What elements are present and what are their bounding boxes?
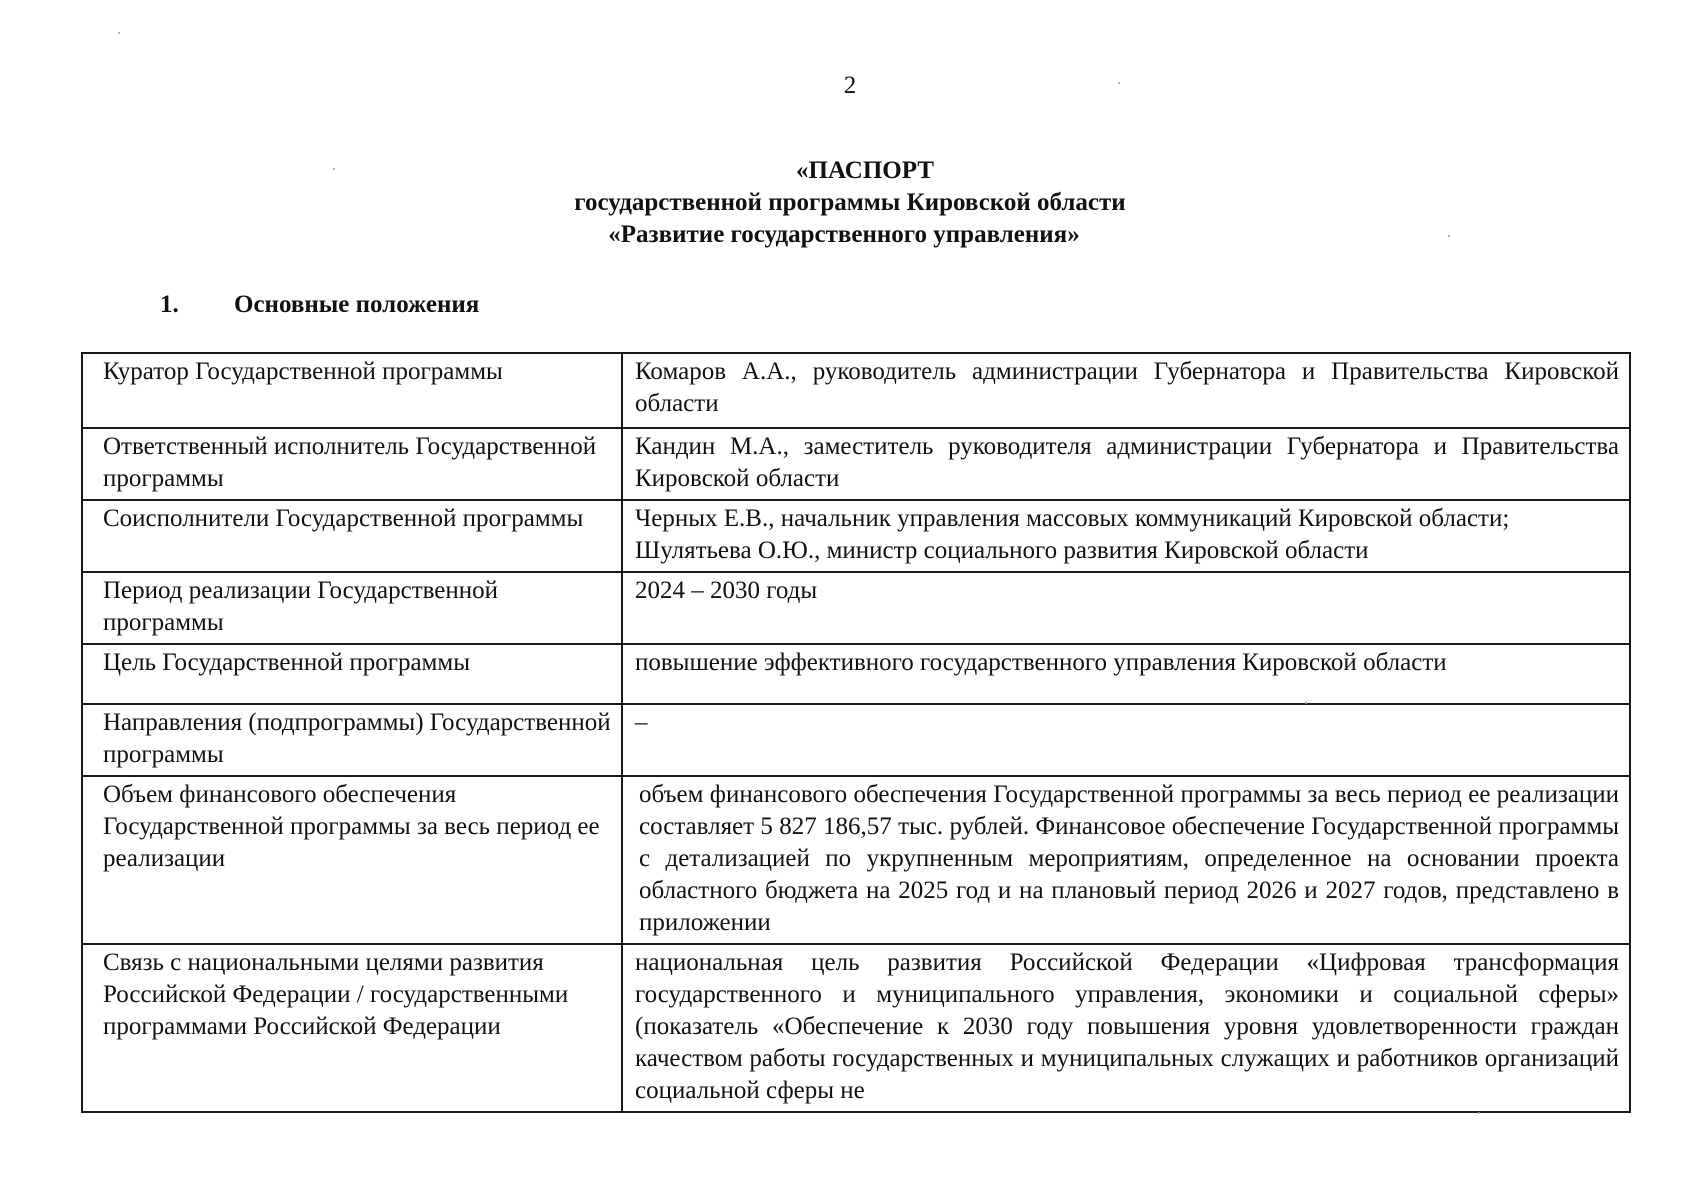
row-value-funding: объем финансового обеспечения Государственной программы за весь период ее реализации составляет 5 827 186,57 тыс. рублей. Финансовое обеспечение Государственной программы с детализацией по укрупненным мероприятиям, определенное на основании проекта областного бюджета на 2025 год и на плановый период 2026 и 2027 годов, представлено в приложении	[622, 776, 1630, 944]
scan-speck	[1305, 702, 1307, 704]
row-value-curator: Комаров А.А., руководитель администрации Губернатора и Правительства Кировской области	[622, 353, 1630, 428]
table-row	[82, 776, 1630, 944]
table-row	[82, 944, 1630, 1112]
row-value-directions: –	[622, 704, 1630, 776]
title-line-1: «ПАСПОРТ	[796, 157, 934, 184]
document-title	[0, 155, 1686, 251]
scan-speck	[1478, 1112, 1480, 1114]
co-executor-1: Черных Е.В., начальник управления массовых коммуникаций Кировской области;	[635, 505, 1510, 532]
table-row	[82, 704, 1630, 776]
row-label-goal: Цель Государственной программы	[82, 644, 622, 704]
row-label-directions: Направления (подпрограммы) Государственной программы	[82, 704, 622, 776]
row-label-funding: Объем финансового обеспечения Государственной программы за весь период ее реализации	[82, 776, 622, 944]
section-heading	[160, 289, 479, 321]
scan-speck	[1118, 82, 1120, 84]
table-row	[82, 644, 1630, 704]
row-value-responsible-executor: Кандин М.А., заместитель руководителя администрации Губернатора и Правительства Кировской области	[622, 428, 1630, 500]
table-row	[82, 353, 1630, 428]
row-value-period: 2024 – 2030 годы	[622, 572, 1630, 644]
row-label-co-executors: Соисполнители Государственной программы	[82, 500, 622, 572]
page-number: 2	[843, 72, 857, 99]
co-executor-2: Шулятьева О.Ю., министр социального развития Кировской области	[635, 537, 1369, 564]
row-label-responsible-executor: Ответственный исполнитель Государственной программы	[82, 428, 622, 500]
row-label-national-goals: Связь с национальными целями развития Российской Федерации / государственными программами Российской Федерации	[82, 944, 622, 1112]
title-line-3: «Развитие государственного управления»	[608, 221, 1080, 248]
section-number: 1.	[160, 291, 179, 318]
row-value-co-executors	[622, 500, 1630, 572]
scan-speck	[333, 168, 335, 170]
row-label-curator: Куратор Государственной программы	[82, 353, 622, 428]
scan-speck	[118, 32, 120, 34]
table-row	[82, 572, 1630, 644]
row-value-goal: повышение эффективного государственного управления Кировской области	[622, 644, 1630, 704]
table-row	[82, 428, 1630, 500]
section-title: Основные положения	[234, 291, 480, 318]
row-label-period: Период реализации Государственной программы	[82, 572, 622, 644]
passport-table	[81, 352, 1631, 1113]
scan-speck	[1448, 235, 1450, 237]
table-row	[82, 500, 1630, 572]
row-value-national-goals: национальная цель развития Российской Федерации «Цифровая трансформация государственного и муниципального управления, экономики и социальной сферы» (показатель «Обеспечение к 2030 году повышения уровня удовлетворенности граждан качеством работы государственных и муниципальных служащих и работников организаций социальной сферы не	[622, 944, 1630, 1112]
title-line-2: государственной программы Кировской области	[574, 189, 1126, 216]
